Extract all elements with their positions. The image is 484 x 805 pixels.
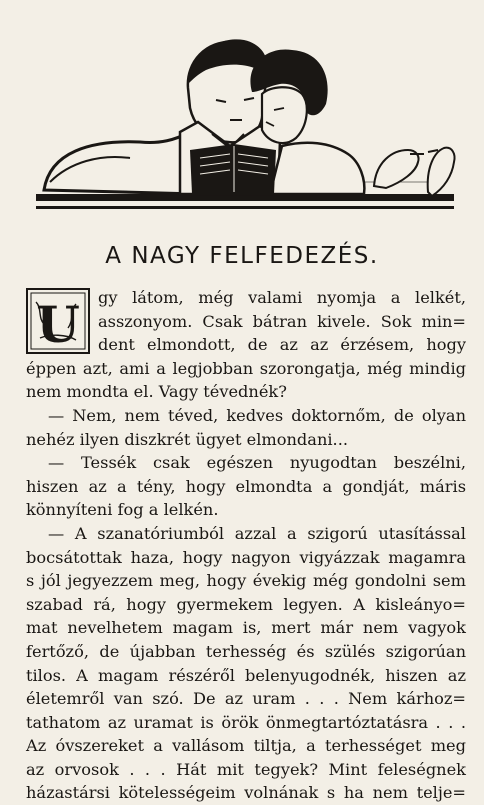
text-line: életemről van szó. De az uram . . . Nem kárhoz= <box>26 689 466 709</box>
text-line: Az óvszereket a vallásom tiltja, a terhességet meg <box>26 736 466 756</box>
text-line: tilos. A magam részéről belenyugodnék, hiszen az <box>26 665 466 685</box>
text-line: könnyíteni fog a lelkén. <box>26 500 219 520</box>
text-line: dent elmondott, de az az érzésem, hogy <box>98 335 466 355</box>
text-line: s jól jegyezzem meg, hogy évekig még gondolni sem <box>26 571 466 591</box>
text-line: házastársi kötelességeim volnának s ha nem telje= <box>26 783 466 803</box>
svg-text:U: U <box>36 295 80 354</box>
text-line: asszonyom. Csak bátran kivele. Sok min= <box>98 311 466 331</box>
text-line: — Nem, nem téved, kedves doktornőm, de olyan <box>48 405 466 425</box>
text-line: — A szanatóriumból azzal a szigorú utasítással <box>48 523 466 543</box>
text-line: nehéz ilyen diszkrét ügyet elmondani... <box>26 429 348 449</box>
text-line: fertőző, de újabban terhesség és szülés szigorúan <box>26 641 466 661</box>
body-text <box>26 286 466 805</box>
text-line: az orvosok . . . Hát mit tegyek? Mint feleségnek <box>26 759 466 779</box>
ornamental-drop-cap-icon <box>26 288 90 354</box>
text-line: gy látom, még valami nyomja a lelkét, <box>98 288 466 307</box>
text-line: tathatom az uramat is örök önmegtartóztatásra . . . <box>26 712 466 732</box>
text-line: nem mondta el. Vagy tévednék? <box>26 382 287 402</box>
text-line: mat nevelhetem magam is, mert már nem vagyok <box>26 618 466 638</box>
text-line: hiszen az a tény, hogy elmondta a gondját, máris <box>26 476 466 496</box>
chapter-title: A NAGY FELFEDEZÉS. <box>105 243 379 269</box>
text-line: bocsátottak haza, hogy nagyon vigyázzak magamra <box>26 547 466 567</box>
header-illustration <box>30 22 460 217</box>
text-line: szabad rá, hogy gyermekem legyen. A kisleányo= <box>26 594 466 614</box>
text-line: — Tessék csak egészen nyugodtan beszélni, <box>48 453 466 473</box>
text-line: éppen azt, ami a legjobban szorongatja, még mindig <box>26 358 466 378</box>
